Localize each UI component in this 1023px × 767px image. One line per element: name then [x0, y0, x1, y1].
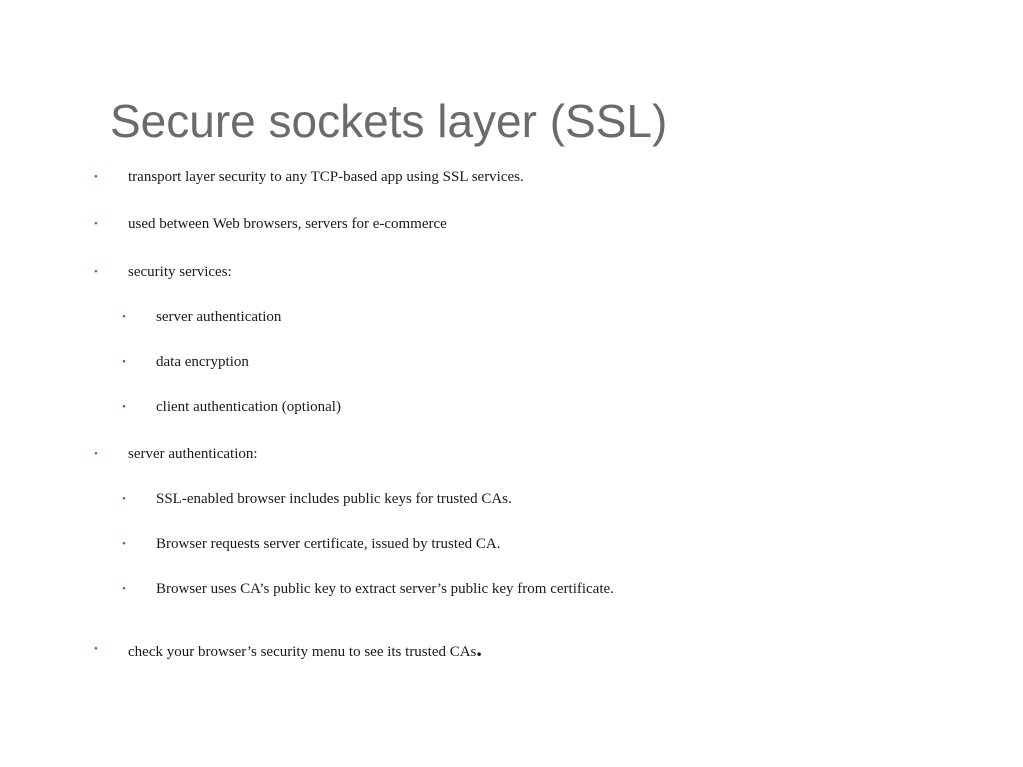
bullet-text-main: check your browser’s security menu to see its trusted CAs — [128, 644, 477, 660]
bullet-icon: • — [94, 266, 98, 278]
bullet-text — [128, 637, 482, 664]
bullet-icon: • — [122, 311, 126, 323]
bullet-trailing-period: . — [476, 636, 482, 661]
bullet-icon: • — [122, 356, 126, 368]
slide-title: Secure sockets layer (SSL) — [110, 95, 668, 147]
bullet-text: security services: — [128, 264, 232, 280]
bullet-icon: • — [94, 643, 98, 655]
bullet-text: client authentication (optional) — [156, 399, 341, 415]
bullet-icon: • — [122, 583, 126, 595]
bullet-icon: • — [122, 538, 126, 550]
bullet-text: transport layer security to any TCP-based app using SSL services. — [128, 169, 524, 185]
bullet-icon: • — [122, 401, 126, 413]
bullet-text: server authentication — [156, 309, 282, 325]
bullet-icon: • — [122, 493, 126, 505]
bullet-text: server authentication: — [128, 446, 258, 462]
bullet-text: Browser uses CA’s public key to extract server’s public key from certificate. — [156, 581, 614, 597]
bullet-text: SSL-enabled browser includes public keys for trusted CAs. — [156, 491, 512, 507]
bullet-icon: • — [94, 448, 98, 460]
bullet-icon: • — [94, 218, 98, 230]
bullet-text: data encryption — [156, 354, 249, 370]
bullet-text: used between Web browsers, servers for e-commerce — [128, 216, 447, 232]
bullet-text: Browser requests server certificate, issued by trusted CA. — [156, 536, 501, 552]
bullet-icon: • — [94, 171, 98, 183]
